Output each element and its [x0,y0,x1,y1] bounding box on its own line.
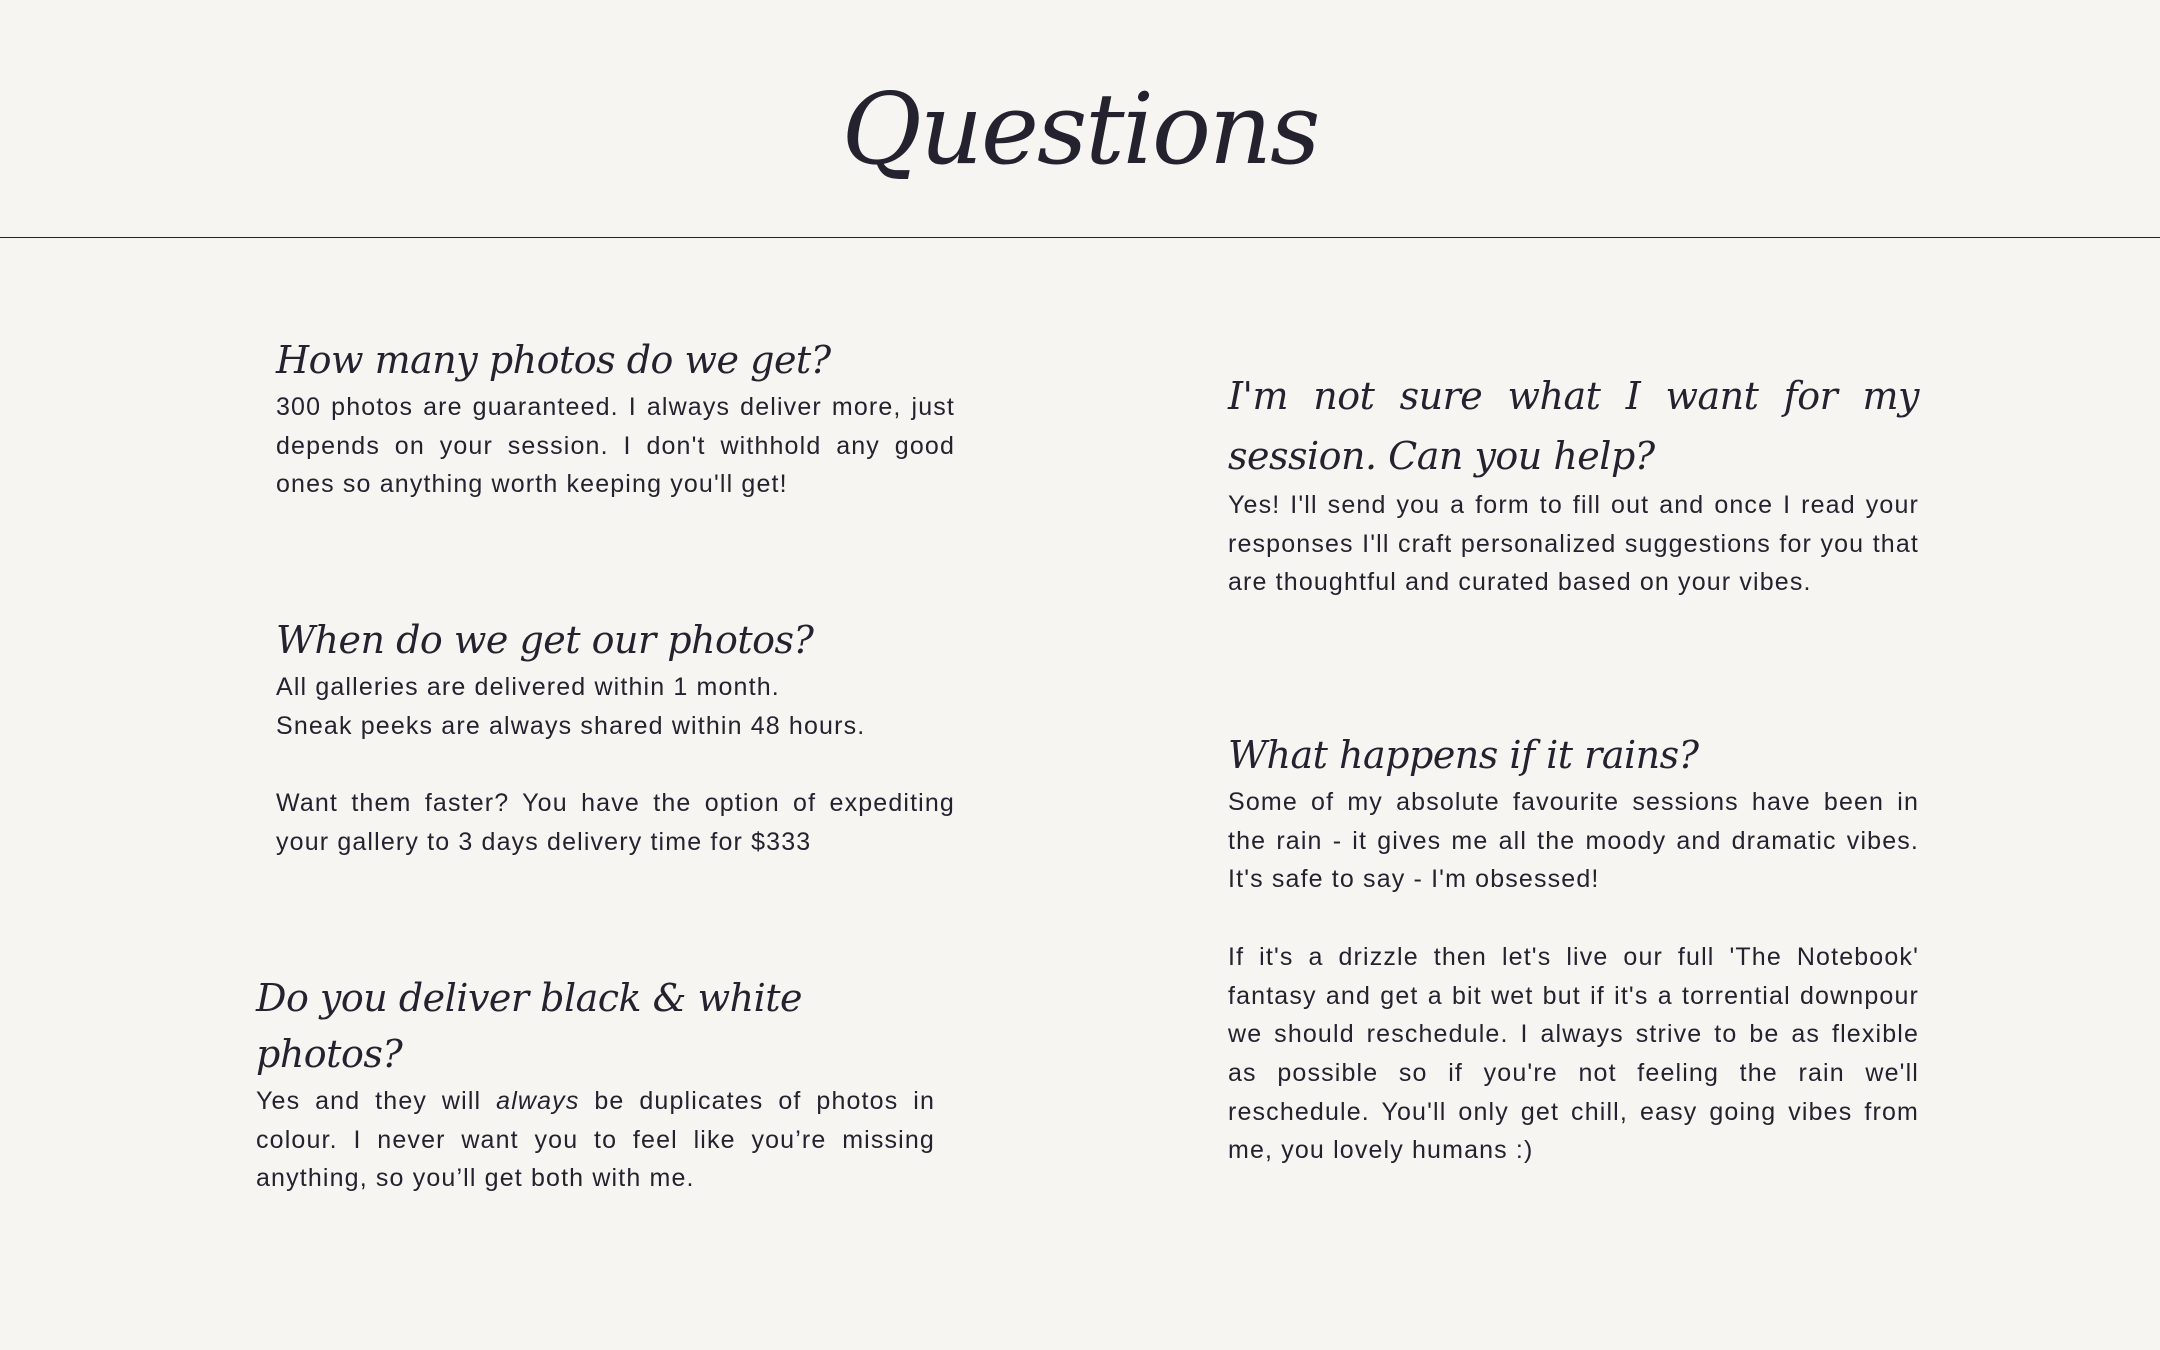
faq-item-rain [1228,727,1919,1170]
faq-question: I'm not sure what I want for my session. Can you help? [1228,374,1919,478]
header-divider [0,237,2160,238]
paragraph-spacer [276,745,955,784]
faq-answer-start: Yes and they will [256,1087,497,1115]
faq-item-black-white [256,970,935,1198]
faq-answer: Yes! I'll send you a form to fill out and once I read your responses I'll craft personalized suggestions for you that are thoughtful and curated based on your vibes. [1228,491,1919,597]
faq-question: When do we get our photos? [276,618,814,662]
paragraph-spacer [1228,899,1919,938]
faq-item-not-sure [1228,366,1919,602]
faq-answer-paragraph-2: If it's a drizzle then let's live our full 'The Notebook' fantasy and get a bit wet but if it's a torrential downpour we should reschedule. I always strive to be as flexible as possible so if you're not feeling the rain we'll reschedule. You'll only get chill, easy going vibes from me, you lovely humans :) [1228,942,1919,1165]
faq-answer-emphasis: always [496,1087,580,1115]
faq-question: Do you deliver black & white photos? [256,976,802,1076]
faq-answer-paragraph-2: Want them faster? You have the option of expediting your gallery to 3 days delivery time for $333 [276,789,955,856]
faq-answer-line-1: All galleries are delivered within 1 month. [276,673,780,701]
faq-answer-line-2: Sneak peeks are always shared within 48 hours. [276,711,866,740]
faq-answer: 300 photos are guaranteed. I always deliver more, just depends on your session. I don't withhold any good ones so anything worth keeping you'll get! [276,393,955,499]
faq-question: How many photos do we get? [276,338,831,382]
faq-answer-paragraph-1: Some of my absolute favourite sessions have been in the rain - it gives me all the moody and dramatic vibes. It's safe to say - I'm obsessed! [1228,788,1919,894]
faq-answer-end: be duplicates of photos in colour. I never want you to feel like you’re missing anything, so you’ll get both with me. [256,1087,936,1193]
faq-question: What happens if it rains? [1228,733,1699,777]
faq-item-delivery-time [276,612,955,862]
faq-item-photos-count [276,332,955,504]
page-title: Questions [841,73,1319,187]
faq-answer [256,1082,935,1198]
